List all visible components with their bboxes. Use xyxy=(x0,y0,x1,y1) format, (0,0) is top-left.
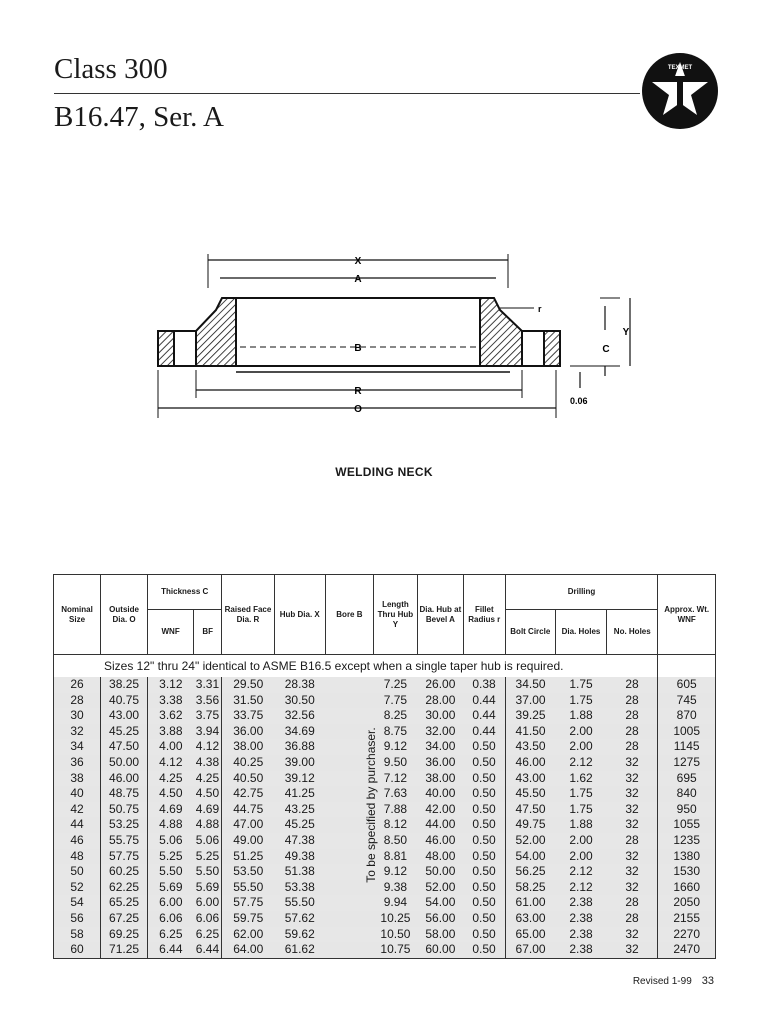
cell-fr: 0.50 xyxy=(463,864,505,880)
cell-wnf: 3.38 xyxy=(148,693,194,709)
cell-dh: 1.75 xyxy=(555,693,606,709)
cell-y: 8.25 xyxy=(373,708,417,724)
cell-size: 44 xyxy=(54,817,101,833)
cell-x: 30.50 xyxy=(274,693,325,709)
cell-wnf: 5.69 xyxy=(148,880,194,896)
cell-bc: 63.00 xyxy=(505,911,555,927)
cell-dh: 2.00 xyxy=(555,724,606,740)
cell-fr: 0.50 xyxy=(463,833,505,849)
cell-r: 51.25 xyxy=(222,849,274,865)
cell-wt: 605 xyxy=(658,677,716,693)
cell-dh: 2.00 xyxy=(555,833,606,849)
cell-y: 9.94 xyxy=(373,895,417,911)
cell-bc: 54.00 xyxy=(505,849,555,865)
cell-r: 38.00 xyxy=(222,739,274,755)
col-dia-holes: Dia. Holes xyxy=(555,610,606,655)
cell-bf: 3.56 xyxy=(194,693,222,709)
cell-r: 31.50 xyxy=(222,693,274,709)
cell-wnf: 4.50 xyxy=(148,786,194,802)
cell-wt: 2050 xyxy=(658,895,716,911)
cell-nh: 32 xyxy=(607,786,658,802)
table-row xyxy=(54,786,716,802)
table-row xyxy=(54,693,716,709)
cell-r: 49.00 xyxy=(222,833,274,849)
cell-bf: 6.06 xyxy=(194,911,222,927)
cell-a: 32.00 xyxy=(417,724,463,740)
cell-a: 52.00 xyxy=(417,880,463,896)
cell-y: 9.38 xyxy=(373,880,417,896)
cell-a: 30.00 xyxy=(417,708,463,724)
cell-o: 43.00 xyxy=(101,708,148,724)
cell-size: 40 xyxy=(54,786,101,802)
cell-dh: 2.12 xyxy=(555,880,606,896)
cell-y: 7.63 xyxy=(373,786,417,802)
cell-size: 28 xyxy=(54,693,101,709)
cell-bore xyxy=(325,895,373,911)
cell-y: 7.25 xyxy=(373,677,417,693)
cell-size: 26 xyxy=(54,677,101,693)
cell-y: 8.81 xyxy=(373,849,417,865)
cell-dh: 2.38 xyxy=(555,911,606,927)
cell-wt: 2270 xyxy=(658,927,716,943)
col-wnf: WNF xyxy=(148,610,194,655)
cell-a: 56.00 xyxy=(417,911,463,927)
cell-size: 48 xyxy=(54,849,101,865)
cell-o: 71.25 xyxy=(101,942,148,958)
cell-a: 34.00 xyxy=(417,739,463,755)
cell-bore xyxy=(325,927,373,943)
cell-o: 40.75 xyxy=(101,693,148,709)
cell-bf: 6.25 xyxy=(194,927,222,943)
cell-r: 40.50 xyxy=(222,771,274,787)
cell-size: 50 xyxy=(54,864,101,880)
cell-fr: 0.44 xyxy=(463,724,505,740)
cell-a: 38.00 xyxy=(417,771,463,787)
table-note: Sizes 12" thru 24" identical to ASME B16.5 except when a single taper hub is required. xyxy=(54,655,658,678)
cell-x: 34.69 xyxy=(274,724,325,740)
cell-bc: 34.50 xyxy=(505,677,555,693)
cell-y: 9.50 xyxy=(373,755,417,771)
cell-bf: 4.88 xyxy=(194,817,222,833)
cell-o: 38.25 xyxy=(101,677,148,693)
cell-x: 59.62 xyxy=(274,927,325,943)
cell-x: 51.38 xyxy=(274,864,325,880)
cell-bc: 39.25 xyxy=(505,708,555,724)
cell-x: 28.38 xyxy=(274,677,325,693)
table-row xyxy=(54,895,716,911)
cell-wt: 870 xyxy=(658,708,716,724)
cell-o: 60.25 xyxy=(101,864,148,880)
cell-size: 34 xyxy=(54,739,101,755)
cell-nh: 28 xyxy=(607,911,658,927)
cell-o: 53.25 xyxy=(101,817,148,833)
cell-y: 8.75 xyxy=(373,724,417,740)
table-row xyxy=(54,942,716,958)
cell-wnf: 6.06 xyxy=(148,911,194,927)
cell-a: 28.00 xyxy=(417,693,463,709)
cell-bc: 58.25 xyxy=(505,880,555,896)
cell-r: 57.75 xyxy=(222,895,274,911)
cell-dh: 1.62 xyxy=(555,771,606,787)
dim-label-006: 0.06 xyxy=(570,396,588,406)
cell-bc: 47.50 xyxy=(505,802,555,818)
cell-dh: 2.00 xyxy=(555,849,606,865)
cell-y: 7.12 xyxy=(373,771,417,787)
cell-y: 10.25 xyxy=(373,911,417,927)
cell-dh: 2.38 xyxy=(555,927,606,943)
page-number: 33 xyxy=(701,975,714,987)
cell-wt: 1530 xyxy=(658,864,716,880)
cell-bc: 41.50 xyxy=(505,724,555,740)
cell-dh: 2.12 xyxy=(555,864,606,880)
col-no-holes: No. Holes xyxy=(607,610,658,655)
cell-y: 8.12 xyxy=(373,817,417,833)
col-outside-dia: Outside Dia. O xyxy=(101,575,148,655)
cell-fr: 0.50 xyxy=(463,927,505,943)
cell-r: 53.50 xyxy=(222,864,274,880)
cell-dh: 2.38 xyxy=(555,895,606,911)
drawing-caption: WELDING NECK xyxy=(335,465,433,479)
cell-bore xyxy=(325,677,373,693)
cell-r: 44.75 xyxy=(222,802,274,818)
cell-a: 48.00 xyxy=(417,849,463,865)
cell-wt: 840 xyxy=(658,786,716,802)
logo-text: TEXMET xyxy=(667,65,693,71)
col-fillet-radius: Fillet Radius r xyxy=(463,575,505,655)
cell-y: 10.50 xyxy=(373,927,417,943)
cell-y: 7.75 xyxy=(373,693,417,709)
page-subtitle: B16.47, Ser. A xyxy=(54,101,224,133)
cell-size: 32 xyxy=(54,724,101,740)
table-row xyxy=(54,833,716,849)
cell-bc: 67.00 xyxy=(505,942,555,958)
col-length-thru-hub: Length Thru Hub Y xyxy=(373,575,417,655)
cell-nh: 32 xyxy=(607,755,658,771)
cell-r: 59.75 xyxy=(222,911,274,927)
cell-y: 10.75 xyxy=(373,942,417,958)
cell-a: 50.00 xyxy=(417,864,463,880)
dim-label-o: O xyxy=(354,404,362,415)
cell-wt: 2470 xyxy=(658,942,716,958)
cell-nh: 28 xyxy=(607,708,658,724)
cell-wnf: 4.00 xyxy=(148,739,194,755)
table-row xyxy=(54,755,716,771)
cell-dh: 1.88 xyxy=(555,817,606,833)
cell-x: 45.25 xyxy=(274,817,325,833)
cell-nh: 32 xyxy=(607,927,658,943)
cell-bf: 4.38 xyxy=(194,755,222,771)
title-divider xyxy=(54,93,640,94)
cell-wnf: 5.25 xyxy=(148,849,194,865)
table-row xyxy=(54,802,716,818)
cell-bf: 6.44 xyxy=(194,942,222,958)
cell-nh: 32 xyxy=(607,771,658,787)
cell-nh: 28 xyxy=(607,833,658,849)
cell-wt: 1275 xyxy=(658,755,716,771)
cell-bc: 49.75 xyxy=(505,817,555,833)
cell-wnf: 5.50 xyxy=(148,864,194,880)
cell-o: 55.75 xyxy=(101,833,148,849)
cell-bf: 6.00 xyxy=(194,895,222,911)
cell-r: 62.00 xyxy=(222,927,274,943)
cell-nh: 28 xyxy=(607,739,658,755)
cell-wnf: 3.62 xyxy=(148,708,194,724)
cell-nh: 32 xyxy=(607,864,658,880)
cell-size: 52 xyxy=(54,880,101,896)
cell-size: 46 xyxy=(54,833,101,849)
cell-dh: 1.75 xyxy=(555,802,606,818)
table-row xyxy=(54,677,716,693)
cell-wnf: 6.25 xyxy=(148,927,194,943)
cell-r: 64.00 xyxy=(222,942,274,958)
col-raised-face: Raised Face Dia. R xyxy=(222,575,274,655)
cell-size: 38 xyxy=(54,771,101,787)
cell-o: 62.25 xyxy=(101,880,148,896)
cell-bf: 4.69 xyxy=(194,802,222,818)
texmet-logo xyxy=(641,52,719,130)
cell-o: 45.25 xyxy=(101,724,148,740)
cell-r: 42.75 xyxy=(222,786,274,802)
cell-x: 53.38 xyxy=(274,880,325,896)
cell-x: 39.00 xyxy=(274,755,325,771)
cell-bore xyxy=(325,693,373,709)
dim-label-x: X xyxy=(354,256,362,267)
cell-o: 47.50 xyxy=(101,739,148,755)
cell-r: 55.50 xyxy=(222,880,274,896)
cell-bc: 45.50 xyxy=(505,786,555,802)
table-row xyxy=(54,849,716,865)
cell-size: 58 xyxy=(54,927,101,943)
cell-y: 7.88 xyxy=(373,802,417,818)
cell-fr: 0.44 xyxy=(463,693,505,709)
cell-fr: 0.50 xyxy=(463,786,505,802)
cell-size: 30 xyxy=(54,708,101,724)
cell-y: 9.12 xyxy=(373,864,417,880)
cell-bc: 56.25 xyxy=(505,864,555,880)
page-title: Class 300 xyxy=(54,53,168,85)
cell-wt: 1660 xyxy=(658,880,716,896)
cell-nh: 28 xyxy=(607,724,658,740)
cell-x: 43.25 xyxy=(274,802,325,818)
cell-size: 42 xyxy=(54,802,101,818)
cell-bf: 5.25 xyxy=(194,849,222,865)
cell-size: 60 xyxy=(54,942,101,958)
cell-o: 65.25 xyxy=(101,895,148,911)
cell-bore xyxy=(325,942,373,958)
bore-vertical-note: To be specified by purchaser. xyxy=(364,727,378,883)
cell-x: 57.62 xyxy=(274,911,325,927)
cell-bc: 65.00 xyxy=(505,927,555,943)
cell-wt: 1145 xyxy=(658,739,716,755)
cell-bc: 61.00 xyxy=(505,895,555,911)
cell-o: 46.00 xyxy=(101,771,148,787)
dim-label-a: A xyxy=(354,274,362,285)
table-row xyxy=(54,739,716,755)
cell-fr: 0.50 xyxy=(463,895,505,911)
cell-nh: 32 xyxy=(607,942,658,958)
cell-size: 54 xyxy=(54,895,101,911)
cell-wt: 745 xyxy=(658,693,716,709)
cell-wnf: 6.44 xyxy=(148,942,194,958)
cell-x: 61.62 xyxy=(274,942,325,958)
cell-o: 67.25 xyxy=(101,911,148,927)
cell-bf: 4.50 xyxy=(194,786,222,802)
cell-wnf: 4.69 xyxy=(148,802,194,818)
cell-bc: 52.00 xyxy=(505,833,555,849)
cell-a: 46.00 xyxy=(417,833,463,849)
cell-o: 50.00 xyxy=(101,755,148,771)
cell-a: 60.00 xyxy=(417,942,463,958)
cell-a: 40.00 xyxy=(417,786,463,802)
page-footer xyxy=(633,975,714,987)
cell-r: 36.00 xyxy=(222,724,274,740)
cell-bf: 4.12 xyxy=(194,739,222,755)
cell-bf: 3.31 xyxy=(194,677,222,693)
cell-wt: 1235 xyxy=(658,833,716,849)
cell-dh: 2.00 xyxy=(555,739,606,755)
cell-nh: 32 xyxy=(607,802,658,818)
cell-y: 9.12 xyxy=(373,739,417,755)
dim-label-r: R xyxy=(354,386,362,397)
cell-wnf: 4.25 xyxy=(148,771,194,787)
table-row xyxy=(54,817,716,833)
cell-wt: 1380 xyxy=(658,849,716,865)
cell-x: 47.38 xyxy=(274,833,325,849)
table-row xyxy=(54,911,716,927)
cell-a: 58.00 xyxy=(417,927,463,943)
cell-o: 69.25 xyxy=(101,927,148,943)
cell-dh: 1.75 xyxy=(555,786,606,802)
cell-fr: 0.50 xyxy=(463,849,505,865)
cell-nh: 32 xyxy=(607,849,658,865)
cell-wnf: 3.88 xyxy=(148,724,194,740)
cell-fr: 0.50 xyxy=(463,942,505,958)
col-nominal-size: Nominal Size xyxy=(54,575,101,655)
col-bf: BF xyxy=(194,610,222,655)
dim-label-fillet: r xyxy=(538,304,542,314)
cell-wnf: 3.12 xyxy=(148,677,194,693)
cell-r: 40.25 xyxy=(222,755,274,771)
cell-fr: 0.50 xyxy=(463,739,505,755)
cell-nh: 28 xyxy=(607,693,658,709)
cell-dh: 1.75 xyxy=(555,677,606,693)
cell-r: 33.75 xyxy=(222,708,274,724)
col-thickness-group: Thickness C xyxy=(148,575,222,610)
cell-x: 41.25 xyxy=(274,786,325,802)
cell-a: 36.00 xyxy=(417,755,463,771)
cell-nh: 28 xyxy=(607,895,658,911)
cell-fr: 0.50 xyxy=(463,880,505,896)
cell-size: 36 xyxy=(54,755,101,771)
dimensions-table xyxy=(53,574,716,959)
cell-a: 42.00 xyxy=(417,802,463,818)
col-bolt-circle: Bolt Circle xyxy=(505,610,555,655)
col-bore: Bore B xyxy=(325,575,373,655)
cell-dh: 2.12 xyxy=(555,755,606,771)
cell-r: 29.50 xyxy=(222,677,274,693)
cell-wnf: 4.88 xyxy=(148,817,194,833)
cell-dh: 1.88 xyxy=(555,708,606,724)
cell-bc: 46.00 xyxy=(505,755,555,771)
cell-x: 32.56 xyxy=(274,708,325,724)
cell-a: 26.00 xyxy=(417,677,463,693)
table-row xyxy=(54,724,716,740)
cell-x: 39.12 xyxy=(274,771,325,787)
cell-fr: 0.50 xyxy=(463,755,505,771)
cell-a: 44.00 xyxy=(417,817,463,833)
dim-label-y: Y xyxy=(622,327,630,338)
cell-bore xyxy=(325,911,373,927)
cell-nh: 32 xyxy=(607,817,658,833)
table-row xyxy=(54,880,716,896)
cell-fr: 0.50 xyxy=(463,911,505,927)
cell-fr: 0.50 xyxy=(463,771,505,787)
cell-wt: 1055 xyxy=(658,817,716,833)
cell-bc: 37.00 xyxy=(505,693,555,709)
welding-neck-drawing xyxy=(150,248,630,428)
cell-size: 56 xyxy=(54,911,101,927)
cell-bc: 43.00 xyxy=(505,771,555,787)
cell-bc: 43.50 xyxy=(505,739,555,755)
cell-wt: 695 xyxy=(658,771,716,787)
cell-o: 57.75 xyxy=(101,849,148,865)
cell-bf: 3.94 xyxy=(194,724,222,740)
cell-o: 48.75 xyxy=(101,786,148,802)
cell-wt: 2155 xyxy=(658,911,716,927)
table-row xyxy=(54,708,716,724)
cell-bf: 5.06 xyxy=(194,833,222,849)
cell-wt: 1005 xyxy=(658,724,716,740)
cell-bf: 5.50 xyxy=(194,864,222,880)
cell-r: 47.00 xyxy=(222,817,274,833)
dim-label-c: C xyxy=(602,344,610,355)
cell-wt: 950 xyxy=(658,802,716,818)
cell-fr: 0.38 xyxy=(463,677,505,693)
col-hub-dia: Hub Dia. X xyxy=(274,575,325,655)
cell-bf: 5.69 xyxy=(194,880,222,896)
table-row xyxy=(54,864,716,880)
cell-y: 8.50 xyxy=(373,833,417,849)
cell-fr: 0.50 xyxy=(463,802,505,818)
cell-bf: 4.25 xyxy=(194,771,222,787)
cell-nh: 32 xyxy=(607,880,658,896)
cell-fr: 0.44 xyxy=(463,708,505,724)
cell-wnf: 6.00 xyxy=(148,895,194,911)
table-row xyxy=(54,771,716,787)
cell-o: 50.75 xyxy=(101,802,148,818)
col-approx-wt: Approx. Wt. WNF xyxy=(658,575,716,655)
cell-wnf: 5.06 xyxy=(148,833,194,849)
revised-date: Revised 1-99 xyxy=(632,976,692,987)
cell-dh: 2.38 xyxy=(555,942,606,958)
cell-bf: 3.75 xyxy=(194,708,222,724)
dim-label-b: B xyxy=(354,343,362,354)
cell-x: 49.38 xyxy=(274,849,325,865)
cell-a: 54.00 xyxy=(417,895,463,911)
table-row xyxy=(54,927,716,943)
col-dia-hub-bevel: Dia. Hub at Bevel A xyxy=(417,575,463,655)
cell-fr: 0.50 xyxy=(463,817,505,833)
cell-nh: 28 xyxy=(607,677,658,693)
cell-wnf: 4.12 xyxy=(148,755,194,771)
col-drilling-group: Drilling xyxy=(505,575,658,610)
cell-x: 55.50 xyxy=(274,895,325,911)
cell-x: 36.88 xyxy=(274,739,325,755)
